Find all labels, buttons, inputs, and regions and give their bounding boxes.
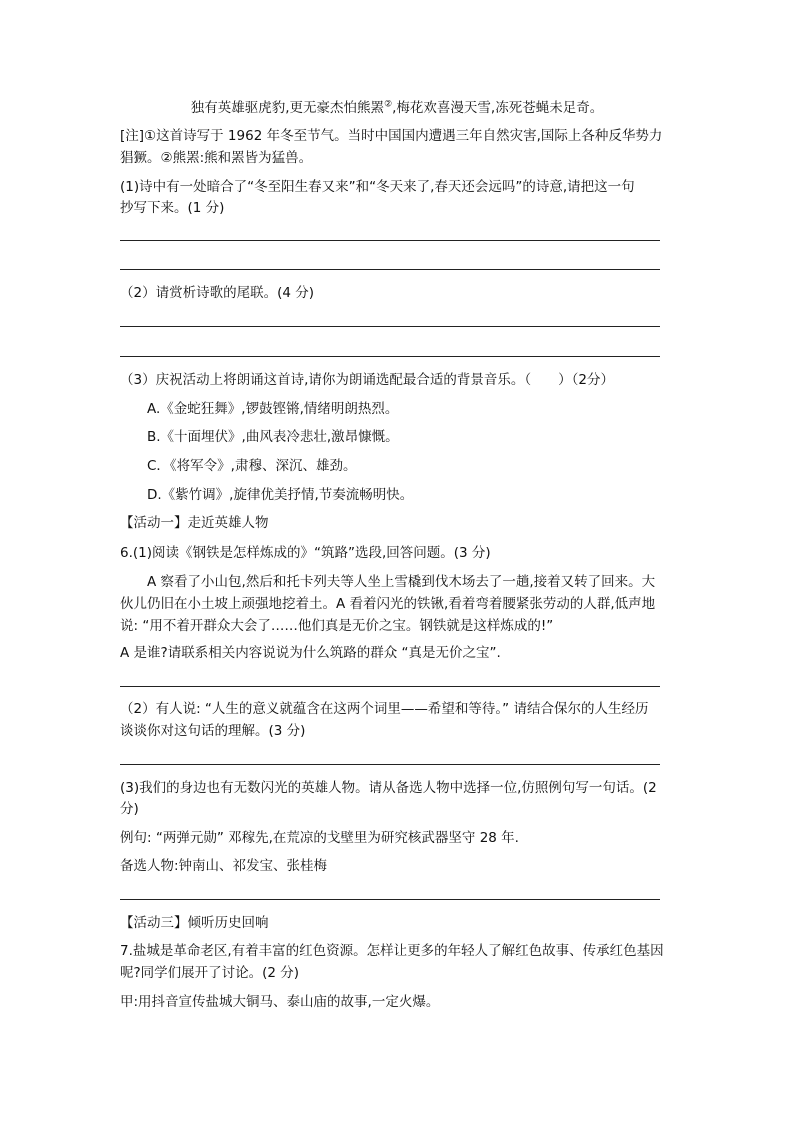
question-1-line-1: (1)诗中有一处暗合了“冬至阳生春又来”和“冬天来了,春天还会远吗”的诗意,请把这一句 [120,179,635,195]
answer-line[interactable] [120,240,660,241]
question-6-2-line-2: 谈谈你对这句话的理解。(3 分) [120,723,306,739]
answer-line[interactable] [120,269,660,270]
answer-line[interactable] [120,326,660,327]
question-6-3-line-1: (3)我们的身边也有无数闪光的英雄人物。请从备选人物中选择一位,仿照例句写一句话。(2 [120,780,657,796]
question-3: （3）庆祝活动上将朗诵这首诗,请你为朗诵选配最合适的背景音乐。（ ）（2分） [120,372,614,388]
question-1-line-2: 抄写下来。(1 分) [120,200,225,216]
candidate-list: 备选人物:钟南山、祁发宝、张桂梅 [120,858,328,874]
answer-line[interactable] [120,764,660,765]
question-7-line-1: 7.盐城是革命老区,有着丰富的红色资源。怎样让更多的年轻人了解红色故事、传承红色基因 [120,943,664,959]
note-line-2: 猖獗。②熊罴:熊和罴皆为猛兽。 [120,150,313,166]
activity-1-heading: 【活动一】走近英雄人物 [120,515,269,531]
answer-line[interactable] [120,686,660,687]
question-2: （2）请赏析诗歌的尾联。(4 分) [120,285,315,301]
option-b: B.《十面埋伏》,曲风表冷悲壮,激昂慷慨。 [147,429,399,445]
poem-last-line: 独有英雄驱虎豹,更无豪杰怕熊罴②,梅花欢喜漫天雪,冻死苍蝇未足奇。 [190,99,604,116]
question-6-3-line-2: 分) [120,801,139,817]
option-c: C．《将军令》,肃穆、深沉、雄劲。 [147,458,357,474]
option-d: D.《紫竹调》,旋律优美抒情,节奏流畅明快。 [147,487,414,503]
answer-line[interactable] [120,356,660,357]
answer-line[interactable] [120,899,660,900]
opinion-jia: 甲:用抖音宣传盐城大铜马、泰山庙的故事,一定火爆。 [120,994,440,1010]
passage-line-1: A 察看了小山包,然后和托卡列夫等人坐上雪橇到伐木场去了一趟,接着又转了回来。大 [147,574,656,590]
question-6-intro: 6.(1)阅读《钢铁是怎样炼成的》“筑路”选段,回答问题。(3 分) [120,545,491,561]
question-6-1: A 是谁?请联系相关内容说说为什么筑路的群众 “真是无价之宝”. [120,645,501,661]
passage-line-3: 说: “用不着开群众大会了……他们真是无价之宝。钢铁就是这样炼成的!” [120,618,554,634]
question-7-line-2: 呢?同学们展开了讨论。(2 分) [120,965,300,981]
example-sentence: 例句: “两弹元勋” 邓稼先,在荒凉的戈壁里为研究核武器坚守 28 年. [120,830,519,846]
option-a: A.《金蛇狂舞》,锣鼓铿锵,情绪明朗热烈。 [147,401,399,417]
note-line-1: [注]①这首诗写于 1962 年冬至节气。当时中国国内遭遇三年自然灾害,国际上各种反华势力 [120,128,663,144]
footnote-marker: ② [384,99,393,110]
question-6-2-line-1: （2）有人说: “人生的意义就蕴含在这两个词里——希望和等待。” 请结合保尔的人生经历 [120,701,649,717]
passage-line-2: 伙儿仍旧在小土坡上顽强地挖着土。A 看着闪光的铁锹,看着弯着腰紧张劳动的人群,低声地 [120,596,656,612]
activity-3-heading: 【活动三】倾听历史回响 [120,915,269,931]
